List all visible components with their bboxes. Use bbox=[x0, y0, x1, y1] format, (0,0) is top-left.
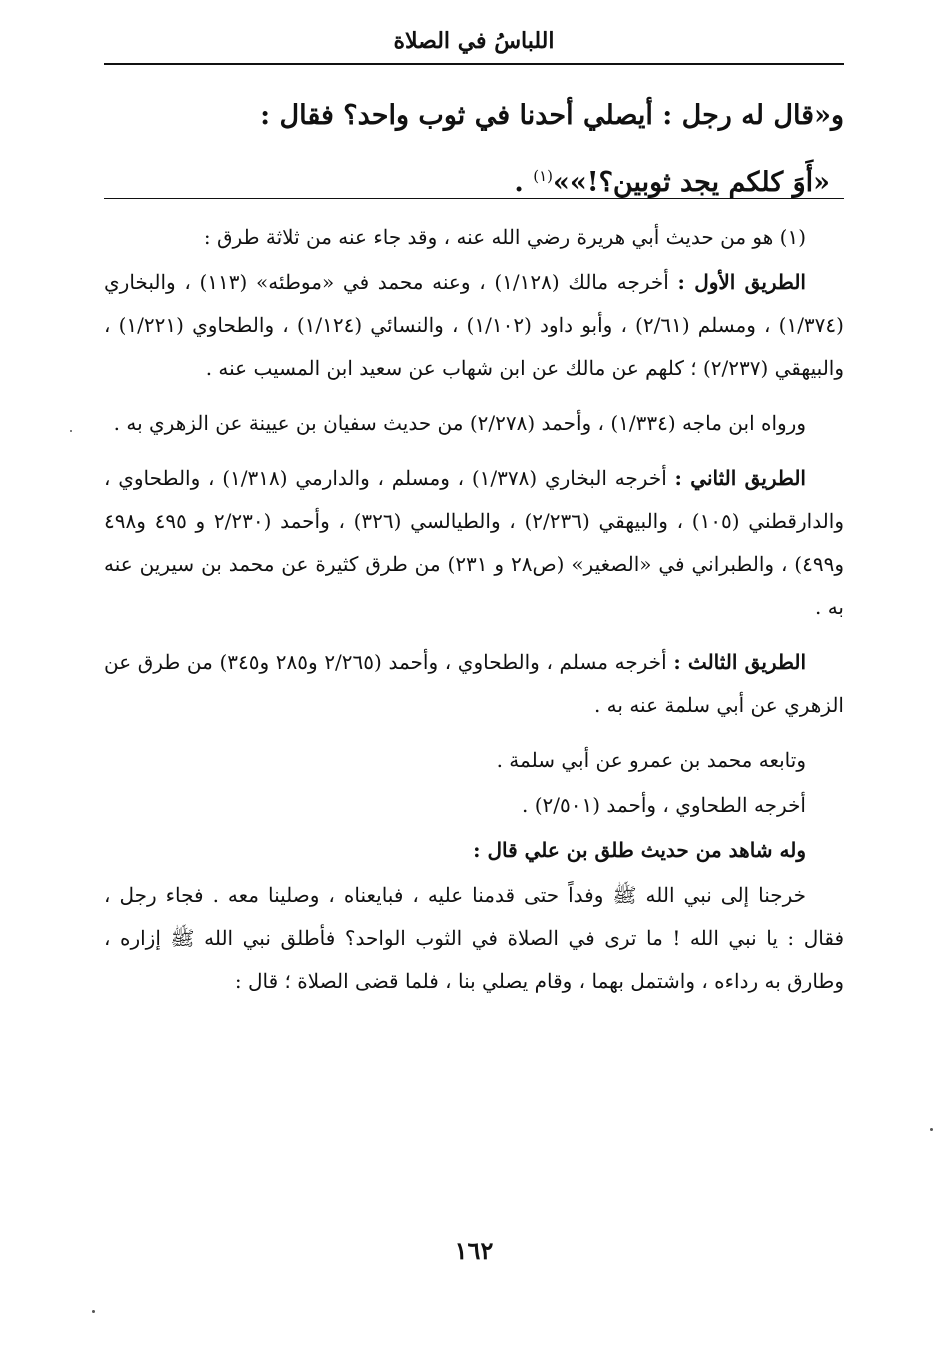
footnotes-block bbox=[104, 216, 844, 1015]
main-text-line-1: و«قال له رجل : أيصلي أحدنا في ثوب واحد؟ فقال : bbox=[260, 100, 844, 131]
path-3-text: أخرجه مسلم ، والطحاوي ، وأحمد (٢/٢٦٥ و٢٨٥ و٣٤٥) من طرق عن الزهري عن أبي سلمة عنه به . bbox=[104, 650, 844, 717]
path-1-text: أخرجه مالك (١/١٢٨) ، وعنه محمد في «موطئه» (١١٣) ، والبخاري (١/٣٧٤) ، ومسلم (٢/٦١) ، وأبو داود (١/١٠٢) ، والنسائي (١/١٢٤) ، والطحاوي (١/٢٢١) ، والبيهقي (٢/٢٣٧) ؛ كلهم عن مالك عن ابن شهاب عن سعيد ابن المسيب عنه . bbox=[104, 270, 844, 380]
footnote-path-1-more: ورواه ابن ماجه (١/٣٣٤) ، وأحمد (٢/٢٧٨) من حديث سفيان بن عيينة عن الزهري به . bbox=[113, 411, 806, 435]
running-title: اللباسُ في الصلاة bbox=[393, 28, 555, 54]
scan-speck bbox=[70, 430, 72, 432]
footnote-path-2 bbox=[104, 457, 844, 629]
footnote-path-1 bbox=[104, 261, 844, 390]
path-2-text: أخرجه البخاري (١/٣٧٨) ، ومسلم ، والدارمي (١/٣١٨) ، والطحاوي ، والدارقطني (١٠٥) ، والبيهقي (٢/٢٣٦) ، والطيالسي (٣٢٦) ، وأحمد (٢/٢٣٠ و ٤٩٥ و٤٩٨ و٤٩٩) ، والطبراني في «الصغير» (ص٢٨ و ٢٣١) من طرق كثيرة عن محمد بن سيرين عنه به . bbox=[104, 466, 844, 619]
path-1-label: الطريق الأول : bbox=[677, 270, 806, 294]
scan-speck bbox=[930, 1128, 933, 1131]
footnote-reference: (١) bbox=[533, 167, 553, 185]
page-number: ١٦٢ bbox=[454, 1236, 494, 1265]
main-line-end: . bbox=[514, 167, 534, 198]
main-text-line-2 bbox=[104, 146, 844, 213]
footnote-intro: (١) هو من حديث أبي هريرة رضي الله عنه ، وقد جاء عنه من ثلاثة طرق : bbox=[203, 225, 806, 249]
header-rule bbox=[104, 63, 844, 65]
footnote-separator bbox=[104, 198, 844, 199]
path-2-label: الطريق الثاني : bbox=[674, 466, 806, 490]
path-3-label: الطريق الثالث : bbox=[673, 650, 807, 674]
scan-speck bbox=[92, 1310, 95, 1313]
witness-heading: وله شاهد من حديث طلق بن علي قال : bbox=[473, 838, 806, 862]
footnote-follow: وتابعه محمد بن عمرو عن أبي سلمة . bbox=[496, 748, 806, 772]
footnote-path-3 bbox=[104, 641, 844, 727]
main-quote: «أَوَ كلكم يجد ثوبين؟!»» bbox=[552, 167, 830, 198]
footnote-source: أخرجه الطحاوي ، وأحمد (٢/٥٠١) . bbox=[522, 793, 806, 817]
witness-text: خرجنا إلى نبي الله ﷺ وفداً حتى قدمنا عليه ، فبايعناه ، وصلينا معه . فجاء رجل ، فقال : يا نبي الله ! ما ترى في الصلاة في الثوب الواحد؟ فأطلق نبي الله ﷺ إزاره ، وطارق به رداءه ، واشتمل بهما ، وقام يصلي بنا ، فلما قضى الصلاة ؛ قال : bbox=[104, 883, 844, 993]
main-text-block bbox=[104, 86, 844, 213]
